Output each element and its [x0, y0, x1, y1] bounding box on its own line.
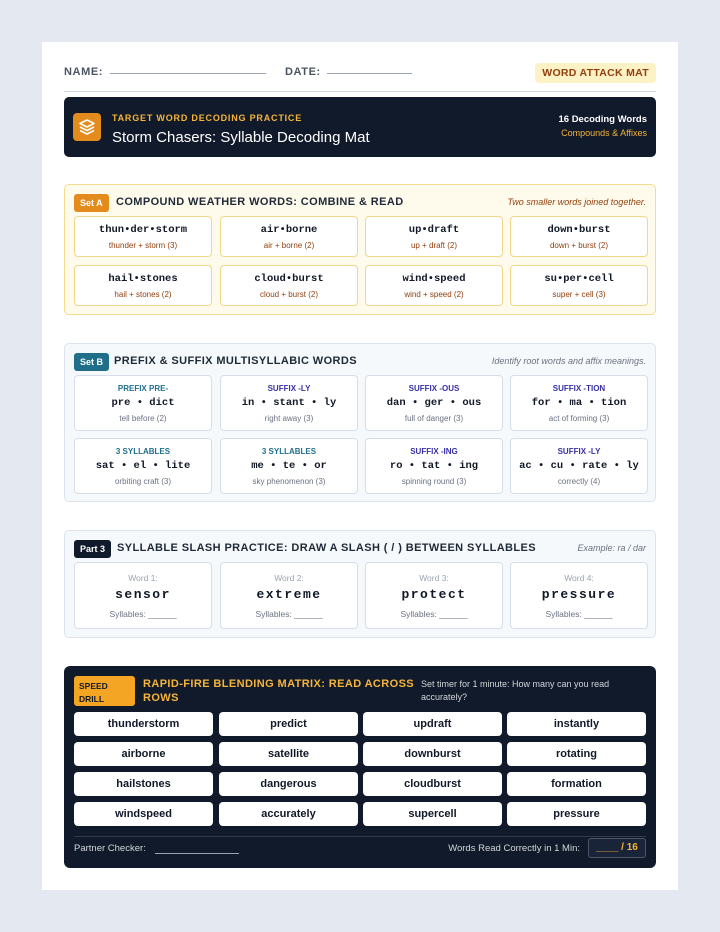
- affix-kind: SUFFIX -TION: [552, 384, 606, 393]
- affix-word: for • ma • tion: [531, 397, 627, 409]
- matrix-word: windspeed: [74, 802, 213, 826]
- set-b-note: Identify root words and affix meanings.: [491, 356, 646, 366]
- compound-word: up•draft: [408, 224, 460, 236]
- affix-word: in • stant • ly: [241, 397, 337, 409]
- matrix-word: thunderstorm: [74, 712, 213, 736]
- name-field[interactable]: [110, 73, 266, 74]
- matrix-word: cloudburst: [363, 772, 502, 796]
- affix-word: ac • cu • rate • ly: [519, 460, 639, 472]
- syllable-count-field[interactable]: Syllables: ______: [400, 609, 468, 619]
- syllable-count-field[interactable]: Syllables: ______: [255, 609, 323, 619]
- slash-word-card[interactable]: [220, 562, 358, 629]
- title-banner: [64, 97, 656, 157]
- matrix-word: updraft: [363, 712, 502, 736]
- matrix-word: rotating: [507, 742, 646, 766]
- compound-card: [510, 265, 648, 306]
- affix-card: [74, 438, 212, 494]
- affix-word: pre • dict: [111, 397, 175, 409]
- slash-word-card[interactable]: [74, 562, 212, 629]
- partner-checker-field[interactable]: [155, 853, 239, 854]
- compound-card: [510, 216, 648, 257]
- set-a-note: Two smaller words joined together.: [507, 197, 646, 207]
- compound-breakdown: air + borne (2): [263, 241, 315, 250]
- slash-word-card[interactable]: [510, 562, 648, 629]
- affix-meaning: tell before (2): [119, 414, 167, 423]
- compound-word: wind•speed: [402, 273, 466, 285]
- set-a-tag: Set A: [74, 194, 109, 212]
- worksheet-page: [42, 42, 678, 890]
- word-number: Word 4:: [564, 573, 594, 583]
- matrix-word: accurately: [219, 802, 358, 826]
- affix-kind: SUFFIX -OUS: [408, 384, 460, 393]
- matrix-word: hailstones: [74, 772, 213, 796]
- partner-checker-label: Partner Checker:: [74, 843, 146, 854]
- affix-kind: 3 SYLLABLES: [115, 447, 171, 456]
- footer-divider: [74, 836, 646, 837]
- affix-card: [74, 375, 212, 431]
- words-read-label: Words Read Correctly in 1 Min:: [448, 843, 580, 854]
- affix-card: [220, 438, 358, 494]
- compound-word: down•burst: [547, 224, 611, 236]
- matrix-word: satellite: [219, 742, 358, 766]
- affix-word: ro • tat • ing: [389, 460, 479, 472]
- compound-card: [220, 216, 358, 257]
- compound-card: [74, 265, 212, 306]
- word-number: Word 1:: [128, 573, 158, 583]
- compound-word: su•per•cell: [544, 273, 614, 285]
- compound-card: [365, 265, 503, 306]
- compound-word: air•borne: [260, 224, 318, 236]
- slash-word[interactable]: sensor: [115, 587, 171, 602]
- matrix-word: predict: [219, 712, 358, 736]
- name-date-bar: [64, 64, 656, 92]
- affix-meaning: full of danger (3): [404, 414, 464, 423]
- compound-breakdown: down + burst (2): [549, 241, 609, 250]
- affix-meaning: correctly (4): [557, 477, 601, 486]
- slash-word[interactable]: extreme: [256, 587, 322, 602]
- set-b-section: [64, 343, 656, 502]
- compound-breakdown: up + draft (2): [410, 241, 458, 250]
- part-3-title: SYLLABLE SLASH PRACTICE: DRAW A SLASH ( / ) BETWEEN SYLLABLES: [117, 542, 536, 554]
- part-3-tag: Part 3: [74, 540, 111, 558]
- matrix-word: formation: [507, 772, 646, 796]
- part-3-section: [64, 530, 656, 638]
- affix-card: [510, 438, 648, 494]
- compound-word: thun•der•storm: [98, 224, 188, 236]
- set-b-title: PREFIX & SUFFIX MULTISYLLABIC WORDS: [114, 355, 357, 367]
- set-a-title: COMPOUND WEATHER WORDS: COMBINE & READ: [116, 196, 404, 208]
- affix-word: me • te • or: [251, 460, 327, 472]
- word-number: Word 3:: [419, 573, 449, 583]
- slash-word[interactable]: pressure: [541, 587, 617, 602]
- affix-card: [365, 375, 503, 431]
- matrix-word: airborne: [74, 742, 213, 766]
- compound-breakdown: cloud + burst (2): [259, 290, 319, 299]
- affix-kind: 3 SYLLABLES: [261, 447, 317, 456]
- matrix-word: instantly: [507, 712, 646, 736]
- date-field[interactable]: [327, 73, 412, 74]
- word-count: 16 Decoding Words: [558, 114, 647, 125]
- speed-drill-tag: SPEED DRILL: [74, 676, 135, 706]
- matrix-word: dangerous: [219, 772, 358, 796]
- affix-kind: SUFFIX -LY: [267, 384, 311, 393]
- score-field[interactable]: ____ / 16: [588, 838, 646, 858]
- banner-subtitle: Compounds & Affixes: [561, 128, 647, 138]
- matrix-word: pressure: [507, 802, 646, 826]
- word-attack-mat-badge: WORD ATTACK MAT: [535, 63, 656, 83]
- affix-kind: SUFFIX -ING: [410, 447, 458, 456]
- compound-word: cloud•burst: [254, 273, 324, 285]
- affix-kind: SUFFIX -LY: [557, 447, 601, 456]
- compound-breakdown: wind + speed (2): [404, 290, 464, 299]
- affix-meaning: spinning round (3): [401, 477, 467, 486]
- name-label: NAME:: [64, 66, 104, 78]
- compound-card: [365, 216, 503, 257]
- word-number: Word 2:: [274, 573, 304, 583]
- banner-kicker: TARGET WORD DECODING PRACTICE: [112, 113, 303, 123]
- timer-instructions: Set timer for 1 minute: How many can you read accurately?: [421, 679, 610, 702]
- layers-icon: [73, 113, 101, 141]
- compound-word: hail•stones: [108, 273, 178, 285]
- compound-card: [220, 265, 358, 306]
- affix-word: dan • ger • ous: [386, 397, 482, 409]
- matrix-word: downburst: [363, 742, 502, 766]
- compound-breakdown: hail + stones (2): [114, 290, 172, 299]
- syllable-count-field[interactable]: Syllables: ______: [545, 609, 613, 619]
- affix-meaning: orbiting craft (3): [114, 477, 172, 486]
- affix-meaning: right away (3): [264, 414, 314, 423]
- set-a-section: [64, 184, 656, 315]
- matrix-word: supercell: [363, 802, 502, 826]
- affix-card: [510, 375, 648, 431]
- affix-word: sat • el • lite: [95, 460, 191, 472]
- slash-word-card[interactable]: [365, 562, 503, 629]
- speed-drill-title: RAPID-FIRE BLENDING MATRIX: READ ACROSS ROWS: [143, 678, 415, 704]
- syllable-count-field[interactable]: Syllables: ______: [109, 609, 177, 619]
- affix-meaning: sky phenomenon (3): [252, 477, 326, 486]
- compound-breakdown: thunder + storm (3): [108, 241, 178, 250]
- date-label: DATE:: [285, 66, 321, 78]
- part-3-example: Example: ra / dar: [577, 543, 646, 553]
- compound-breakdown: super + cell (3): [552, 290, 606, 299]
- affix-card: [220, 375, 358, 431]
- slash-word[interactable]: protect: [401, 587, 467, 602]
- affix-meaning: act of forming (3): [548, 414, 610, 423]
- compound-card: [74, 216, 212, 257]
- speed-drill-section: [64, 666, 656, 868]
- affix-card: [365, 438, 503, 494]
- set-b-tag: Set B: [74, 353, 109, 371]
- page-title: Storm Chasers: Syllable Decoding Mat: [112, 129, 370, 146]
- affix-kind: PREFIX PRE-: [117, 384, 169, 393]
